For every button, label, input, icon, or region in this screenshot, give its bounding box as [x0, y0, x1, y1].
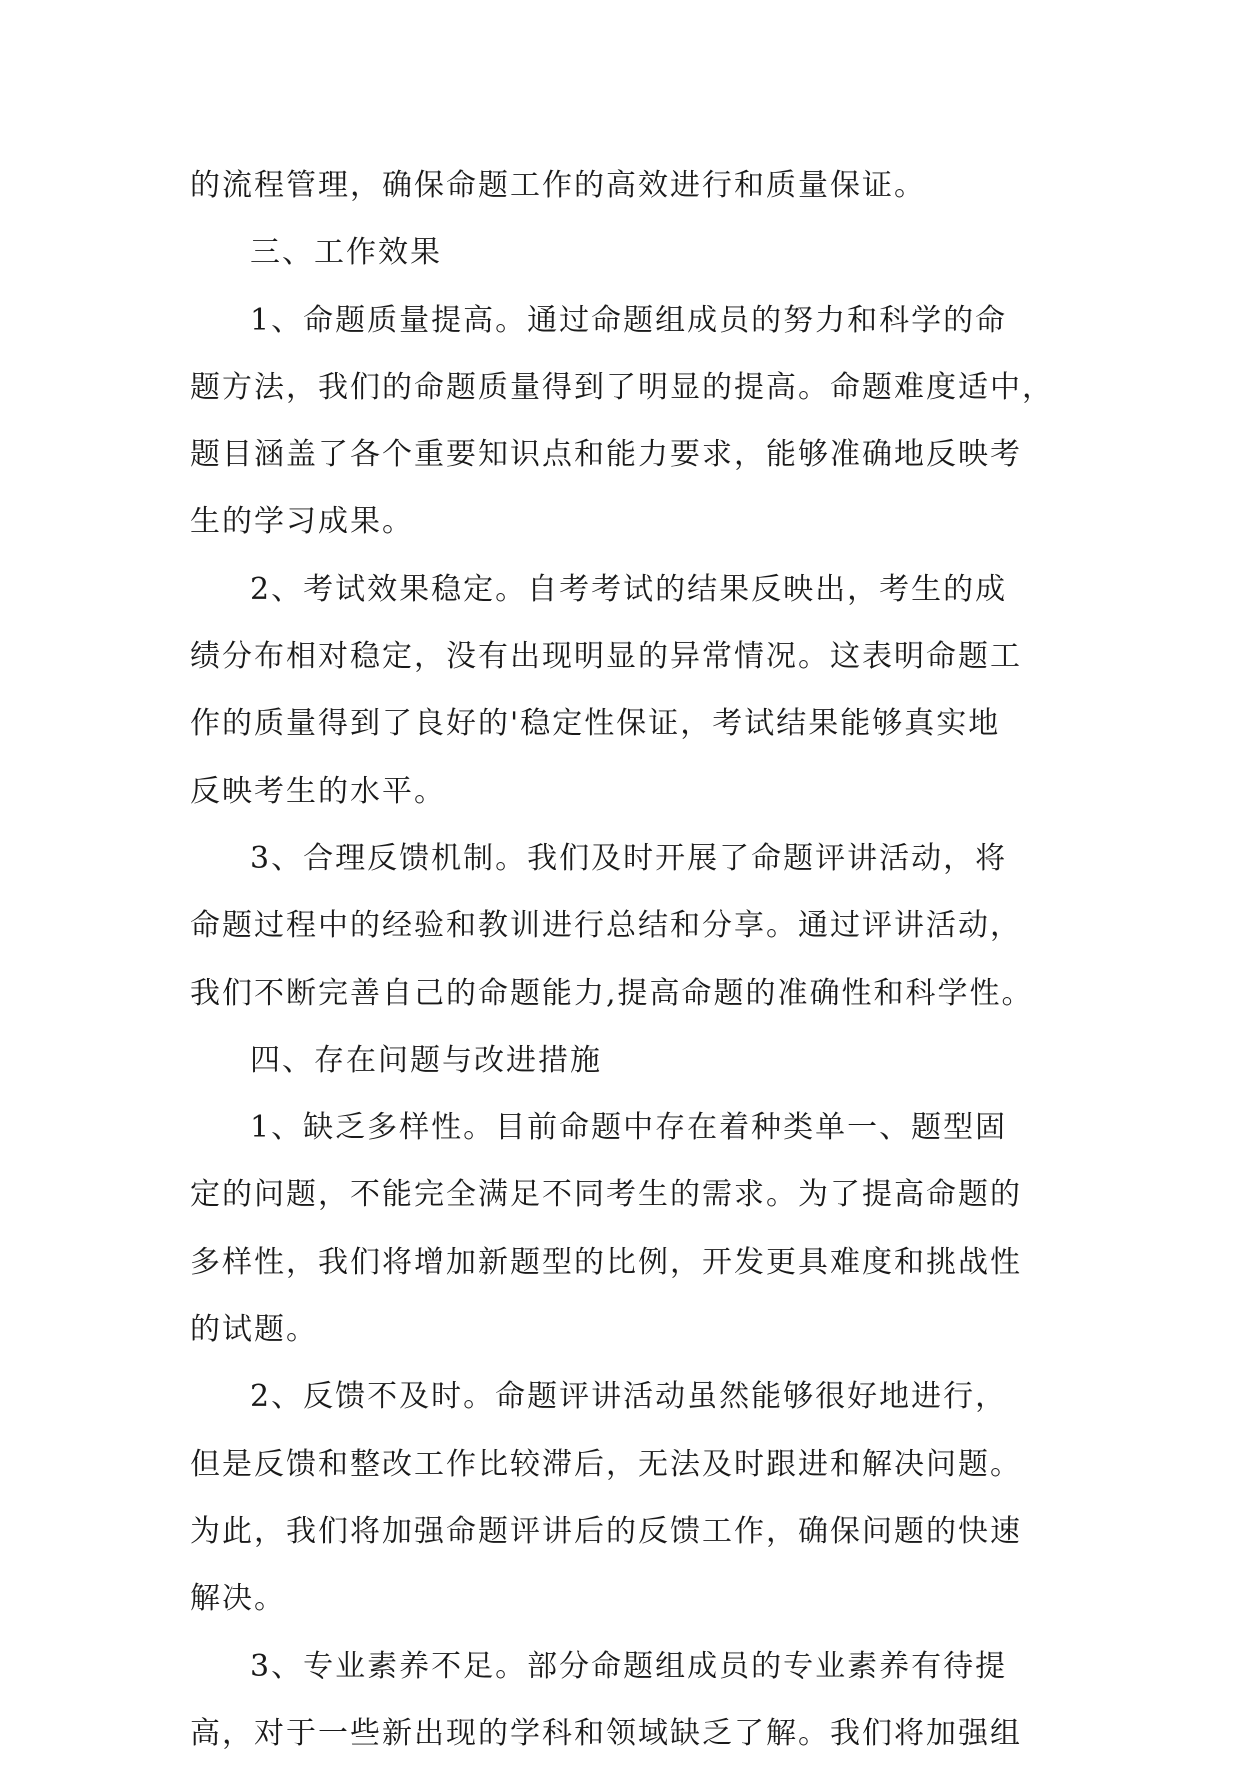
- text-line: 定的问题，不能完全满足不同考生的需求。为了提高命题的: [190, 1177, 1022, 1213]
- text-line: 但是反馈和整改工作比较滞后，无法及时跟进和解决问题。: [190, 1446, 1022, 1482]
- text-line: 解决。: [190, 1581, 286, 1617]
- text-line: 为此，我们将加强命题评讲后的反馈工作，确保问题的快速: [190, 1513, 1022, 1549]
- text-line: 1、命题质量提高。通过命题组成员的努力和科学的命: [250, 302, 1008, 338]
- text-line: 2、反馈不及时。命题评讲活动虽然能够很好地进行，: [250, 1379, 1008, 1415]
- text-line: 1、缺乏多样性。目前命题中存在着种类单一、题型固: [250, 1110, 1008, 1146]
- text-line: 绩分布相对稳定，没有出现明显的异常情况。这表明命题工: [190, 639, 1022, 675]
- text-line: 高，对于一些新出现的学科和领域缺乏了解。我们将加强组: [190, 1715, 1022, 1751]
- text-line: 3、专业素养不足。部分命题组成员的专业素养有待提: [250, 1648, 1008, 1684]
- text-line: 我们不断完善自己的命题能力,提高命题的准确性和科学性。: [190, 975, 1034, 1011]
- text-line: 生的学习成果。: [190, 504, 414, 540]
- body-text: [190, 152, 1060, 1767]
- section-heading: 四、存在问题与改进措施: [250, 1042, 602, 1078]
- text-line: 3、合理反馈机制。我们及时开展了命题评讲活动，将: [250, 840, 1008, 876]
- text-line: 的流程管理，确保命题工作的高效进行和质量保证。: [190, 168, 926, 203]
- text-line: 2、考试效果稳定。自考考试的结果反映出，考生的成: [250, 571, 1008, 607]
- text-line: 作的质量得到了良好的'稳定性保证，考试结果能够真实地: [190, 706, 1001, 742]
- text-line: 的试题。: [190, 1312, 318, 1348]
- text-line: 反映考生的水平。: [190, 773, 446, 809]
- text-line: 题目涵盖了各个重要知识点和能力要求，能够准确地反映考: [190, 437, 1022, 473]
- text-line: 多样性，我们将增加新题型的比例，开发更具难度和挑战性: [190, 1244, 1022, 1280]
- text-line: 题方法，我们的命题质量得到了明显的提高。命题难度适中，: [190, 369, 1054, 405]
- text-line: 命题过程中的经验和教训进行总结和分享。通过评讲活动，: [190, 908, 1022, 944]
- section-heading: 三、工作效果: [250, 235, 442, 271]
